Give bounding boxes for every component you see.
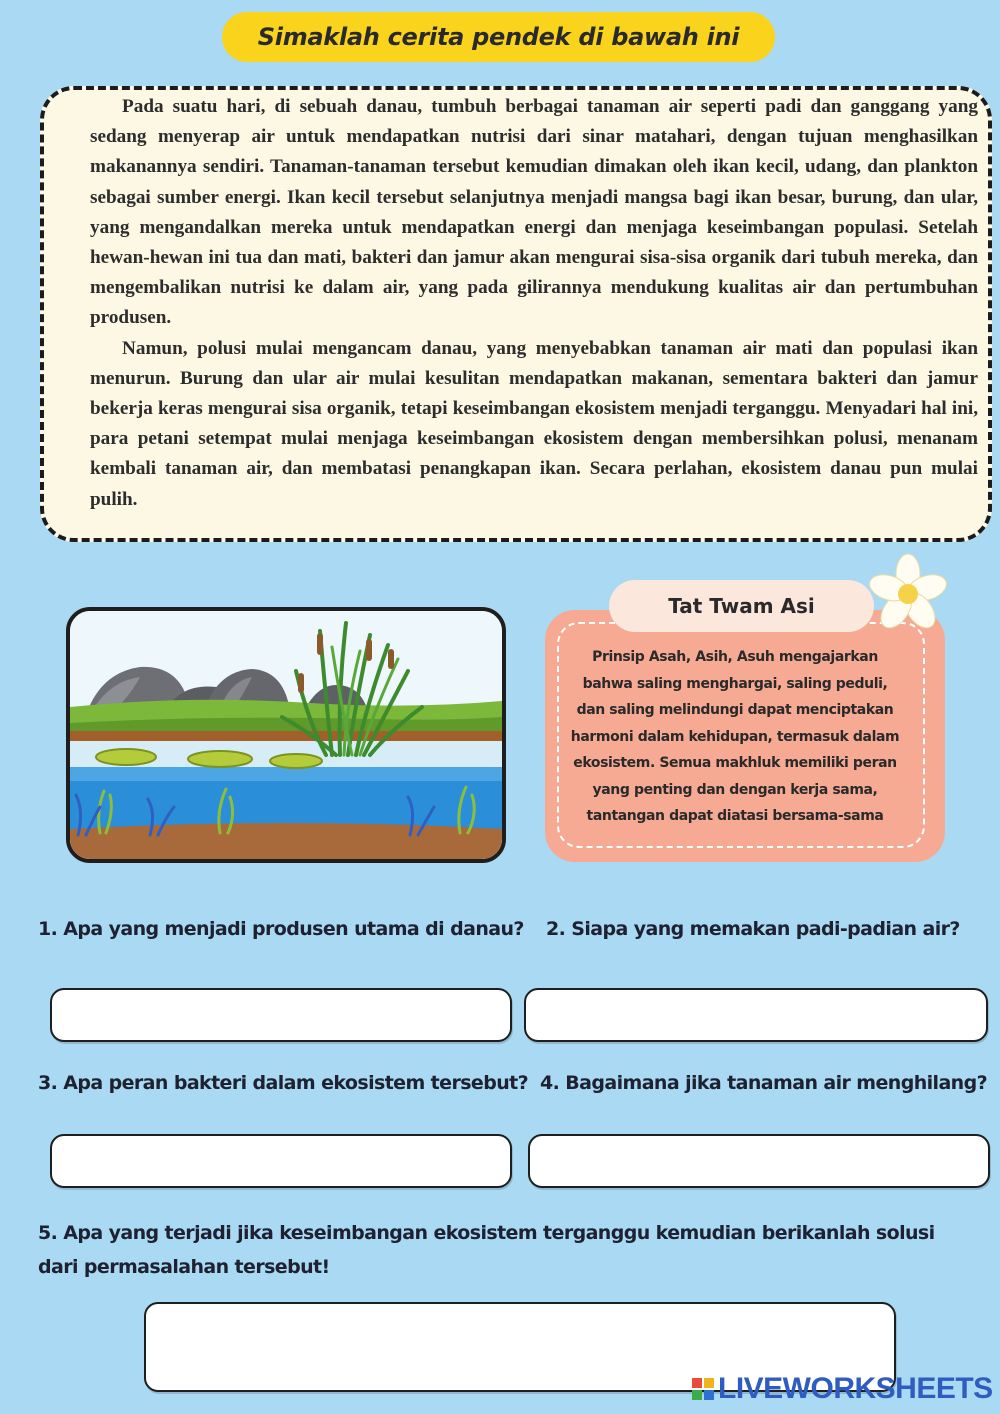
story-paragraph-1: Pada suatu hari, di sebuah danau, tumbuh berbagai tanaman air seperti padi dan ganggang yang sedang menyerap air untuk mendapatkan nutrisi dari sinar matahari, dengan tujuan menghasilkan makanannya sendiri. Tanaman-tanaman tersebut kemudian dimakan oleh ikan kecil, udang, dan plankton sebagai sumber energi. Ikan kecil tersebut selanjutnya menjadi mangsa bagi ikan besar, burung, dan ular, yang mengandalkan mereka untuk mendapatkan energi dan menjaga keseimbangan populasi. Setelah hewan-hewan ini tua dan mati, bakteri dan jamur akan mengurai sisa-sisa organik dari tubuh mereka, dan mengembalikan nutrisi ke dalam air, yang pada gilirannya mendukung kualitas air dan pertumbuhan produsen.	[90, 96, 978, 329]
lake-illustration	[66, 607, 506, 863]
question-5: 5. Apa yang terjadi jika keseimbangan ekosistem terganggu kemudian berikanlah solusi dari permasalahan tersebut!	[38, 1222, 935, 1278]
question-2: 2. Siapa yang memakan padi-padian air?	[546, 918, 960, 940]
info-card	[545, 610, 945, 862]
info-card-title: Tat Twam Asi	[609, 580, 874, 632]
page-title: Simaklah cerita pendek di bawah ini	[222, 12, 775, 62]
answer-3-input[interactable]	[50, 1134, 512, 1188]
question-3: 3. Apa peran bakteri dalam ekosistem tersebut?	[38, 1072, 529, 1094]
liveworksheets-logo	[692, 1372, 993, 1406]
story-paragraph-2: Namun, polusi mulai mengancam danau, yang menyebabkan tanaman air mati dan populasi ikan menurun. Burung dan ular air mulai kesulitan mendapatkan makanan, sementara bakteri dan jamur bekerja keras mengurai sisa organik, tetapi keseimbangan ekosistem menjadi terganggu. Menyadari hal ini, para petani setempat mulai menjaga keseimbangan ekosistem dengan membersihkan polusi, menanam kembali tanaman air, dan membatasi penangkapan ikan. Secara perlahan, ekosistem danau pun mulai pulih.	[90, 337, 978, 510]
liveworksheets-grid-icon	[692, 1378, 714, 1400]
frangipani-flower-icon	[868, 552, 948, 636]
brand-name: LIVEWORKSHEETS	[718, 1372, 993, 1405]
question-4: 4. Bagaimana jika tanaman air menghilang?	[540, 1072, 988, 1094]
answer-2-input[interactable]	[524, 988, 988, 1042]
info-card-text: Prinsip Asah, Asih, Asuh mengajarkan bahwa saling menghargai, saling peduli, dan saling melindungi dapat menciptakan harmoni dalam kehidupan, termasuk dalam ekosistem. Semua makhluk memiliki peran yang penting dan dengan kerja sama, tantangan dapat diatasi bersama-sama	[570, 649, 900, 824]
answer-4-input[interactable]	[528, 1134, 990, 1188]
story-box	[40, 86, 992, 542]
question-1: 1. Apa yang menjadi produsen utama di danau?	[38, 918, 524, 940]
answer-1-input[interactable]	[50, 988, 512, 1042]
